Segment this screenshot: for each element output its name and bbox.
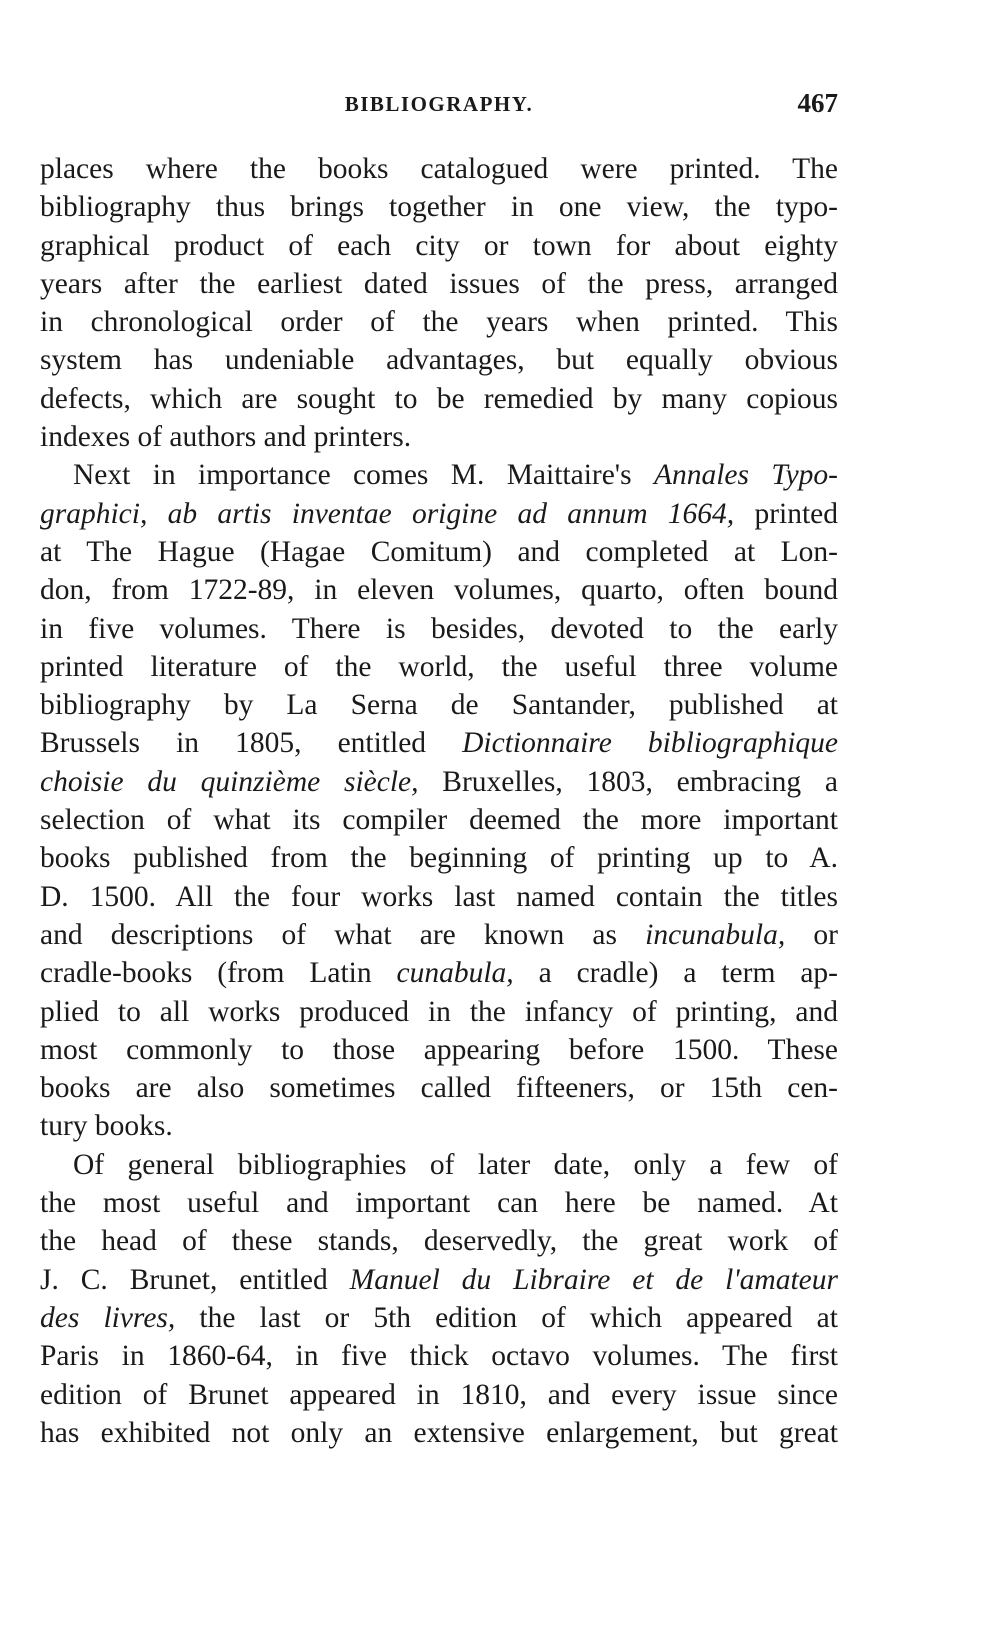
text-run: plied to all works produced in the infancy of printing, and	[40, 995, 838, 1028]
text-line	[40, 878, 838, 916]
text-line	[40, 1184, 838, 1222]
text-line	[40, 571, 838, 609]
text-run: places where the books catalogued were printed. The	[40, 153, 838, 185]
text-run: D. 1500. All the four works last named contain the titles	[40, 880, 838, 913]
text-line	[40, 763, 838, 801]
text-run: books are also sometimes called fifteeners, or 15th cen-	[40, 1072, 838, 1105]
text-line	[40, 839, 838, 877]
paragraph	[40, 456, 838, 1145]
text-line	[40, 610, 838, 648]
text-run: Brussels in 1805, entitled	[40, 727, 463, 760]
text-run: edition of Brunet appeared in 1810, and every issue since	[40, 1378, 838, 1411]
text-run: has exhibited not only an extensive enlargement, but great	[40, 1416, 838, 1449]
text-line	[40, 303, 838, 341]
text-line	[40, 495, 838, 533]
paragraph	[40, 150, 838, 456]
text-run: most commonly to those appearing before 1500. These	[40, 1033, 838, 1066]
text-line	[40, 801, 838, 839]
text-run: books published from the beginning of printing up to A.	[40, 842, 838, 875]
text-line	[40, 1337, 838, 1375]
text-run: Bruxelles, 1803, embracing a	[418, 765, 838, 798]
text-line	[40, 1146, 838, 1184]
italic-term: incunabula,	[645, 918, 786, 951]
text-line	[40, 188, 838, 226]
text-run: years after the earliest dated issues of the press, arranged	[40, 267, 838, 300]
text-line	[40, 1031, 838, 1069]
running-head	[40, 88, 838, 128]
text-run: don, from 1722-89, in eleven volumes, quarto, often bound	[40, 574, 838, 607]
text-line	[40, 1107, 838, 1145]
text-line	[40, 456, 838, 494]
text-run: system has undeniable advantages, but equally obvious	[40, 344, 838, 377]
text-run: J. C. Brunet, entitled	[40, 1263, 350, 1296]
text-line	[40, 1261, 838, 1299]
text-run: the last or 5th edition of which appeared at	[175, 1301, 838, 1334]
book-page	[40, 88, 838, 1452]
text-run: printed literature of the world, the useful three volume	[40, 650, 838, 683]
page-number: 467	[797, 88, 838, 118]
text-run: the head of these stands, deservedly, the great work of	[40, 1225, 838, 1258]
text-line	[40, 380, 838, 418]
italic-term: cunabula,	[396, 957, 514, 990]
italic-title: choisie du quinzième siècle,	[40, 765, 419, 798]
text-run: defects, which are sought to be remedied by many copious	[40, 382, 838, 415]
text-line	[40, 954, 838, 992]
text-line	[40, 1376, 838, 1414]
text-run: printed	[734, 497, 839, 530]
text-run: indexes of authors and printers.	[40, 421, 412, 454]
paragraph	[40, 1146, 838, 1452]
italic-title: des livres,	[40, 1301, 176, 1334]
text-run: in five volumes. There is besides, devoted to the early	[40, 612, 838, 645]
text-run: and descriptions of what are known as	[40, 918, 646, 951]
text-run: or	[785, 918, 838, 951]
text-line	[40, 418, 838, 456]
text-line	[40, 1299, 838, 1337]
text-line	[40, 916, 838, 954]
text-line	[40, 1069, 838, 1107]
text-run: a cradle) a term ap-	[513, 957, 838, 990]
running-title: BIBLIOGRAPHY.	[344, 92, 534, 116]
text-line	[40, 1414, 838, 1452]
text-run: tury books.	[40, 1110, 173, 1143]
text-line	[40, 993, 838, 1031]
text-run: bibliography by La Serna de Santander, published at	[40, 689, 838, 722]
text-run: Next in importance comes M. Maittaire's	[73, 459, 654, 492]
text-line	[40, 533, 838, 571]
body-text	[40, 150, 838, 1452]
text-run: at The Hague (Hagae Comitum) and completed at Lon-	[40, 535, 838, 568]
text-line	[40, 227, 838, 265]
text-line	[40, 686, 838, 724]
text-line	[40, 265, 838, 303]
text-line	[40, 341, 838, 379]
text-run: Paris in 1860-64, in five thick octavo volumes. The first	[40, 1340, 838, 1373]
italic-title: Manuel du Libraire et de l'amateur	[349, 1263, 838, 1296]
italic-title: Dictionnaire bibliographique	[462, 727, 838, 760]
text-run: graphical product of each city or town for about eighty	[40, 229, 838, 262]
text-line	[40, 648, 838, 686]
text-line	[40, 1222, 838, 1260]
text-line	[40, 724, 838, 762]
italic-title: graphici, ab artis inventae origine ad annum 1664,	[40, 497, 735, 530]
text-line	[40, 150, 838, 188]
text-run: the most useful and important can here be named. At	[40, 1187, 838, 1220]
italic-title: Annales Typo-	[653, 459, 838, 492]
text-run: bibliography thus brings together in one view, the typo-	[40, 191, 838, 224]
text-run: cradle-books (from Latin	[40, 957, 397, 990]
text-run: in chronological order of the years when printed. This	[40, 306, 838, 339]
text-run: selection of what its compiler deemed the more important	[40, 804, 838, 837]
text-run: Of general bibliographies of later date, only a few of	[73, 1148, 838, 1181]
